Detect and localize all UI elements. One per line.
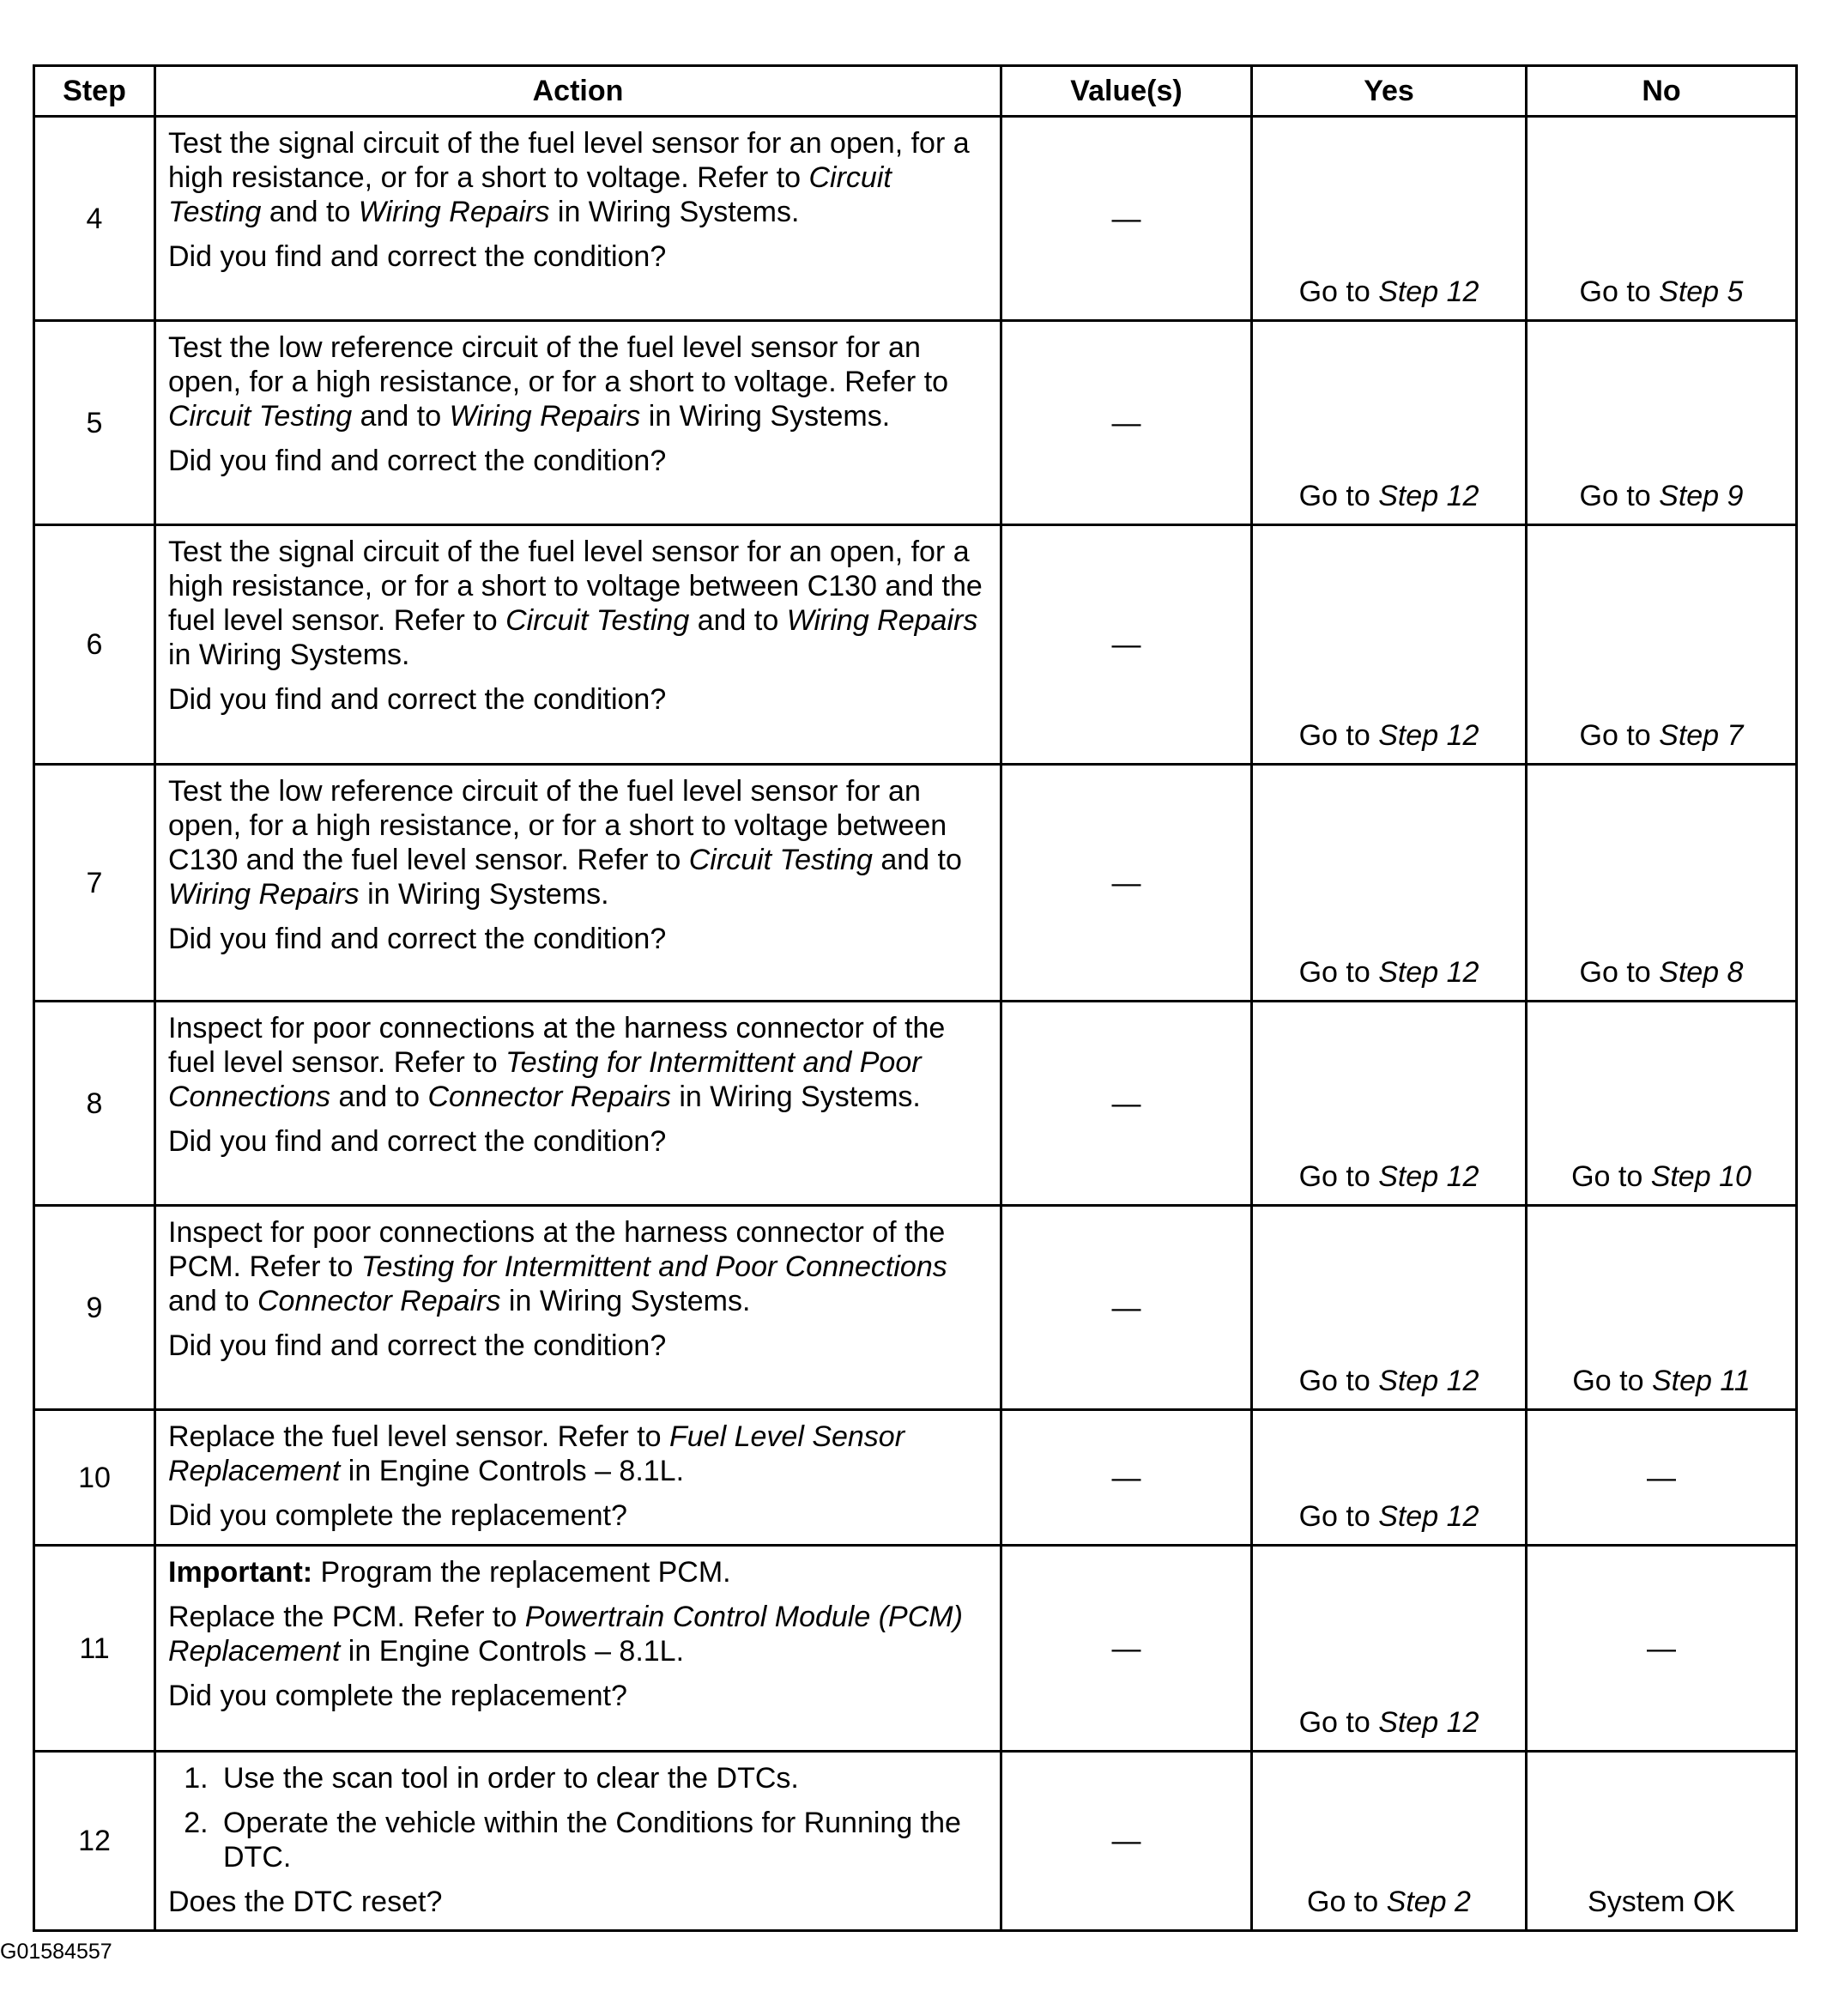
yes-cell: Go to Step 12 <box>1252 117 1527 321</box>
no-cell: — <box>1527 1546 1797 1752</box>
important-label: Important: <box>168 1556 313 1589</box>
reference-link: Fuel Level Sensor Replacement <box>168 1420 905 1487</box>
header-row <box>34 66 1797 117</box>
value-cell: — <box>1001 1206 1252 1410</box>
table-row <box>34 1410 1797 1546</box>
reference-link: Wiring Repairs <box>168 878 360 911</box>
step-reference: Step 12 <box>1378 480 1479 512</box>
yes-cell: Go to Step 12 <box>1252 1410 1527 1546</box>
action-question: Did you find and correct the condition? <box>168 240 667 273</box>
action-text: Replace the PCM. Refer to Powertrain Control Module (PCM) Replacement in Engine Controls – 8.1L. <box>168 1601 963 1668</box>
no-cell: Go to Step 9 <box>1527 321 1797 525</box>
action-text: Test the low reference circuit of the fuel level sensor for an open, for a high resistance, or for a short to voltage. Refer to Circuit Testing and to Wiring Repairs in Wiring Systems. <box>168 331 949 433</box>
step-reference: Step 10 <box>1650 1160 1751 1193</box>
step-number: 10 <box>34 1410 155 1546</box>
reference-link: Connector Repairs <box>257 1285 501 1317</box>
action-cell <box>155 1002 1001 1206</box>
table-row <box>34 321 1797 525</box>
step-number: 4 <box>34 117 155 321</box>
no-cell: System OK <box>1527 1752 1797 1931</box>
action-cell <box>155 1206 1001 1410</box>
yes-cell: Go to Step 12 <box>1252 321 1527 525</box>
action-cell <box>155 1752 1001 1931</box>
step-reference: Step 12 <box>1378 1706 1479 1739</box>
action-text: Replace the fuel level sensor. Refer to Fuel Level Sensor Replacement in Engine Controls – 8.1L. <box>168 1420 905 1487</box>
table-row <box>34 1546 1797 1752</box>
step-reference: Step 5 <box>1659 275 1744 308</box>
list-item: 2. Operate the vehicle within the Conditions for Running the DTC. <box>216 1806 988 1874</box>
important-note: Important: Program the replacement PCM. <box>168 1556 731 1589</box>
header-action: Action <box>155 66 1001 117</box>
value-cell: — <box>1001 1002 1252 1206</box>
yes-cell: Go to Step 12 <box>1252 1002 1527 1206</box>
reference-link: Wiring Repairs <box>449 400 641 433</box>
action-question: Did you complete the replacement? <box>168 1680 627 1712</box>
step-reference: Step 12 <box>1378 1500 1479 1533</box>
action-question: Did you find and correct the condition? <box>168 1329 667 1362</box>
reference-link: Circuit Testing <box>168 400 353 433</box>
table-row <box>34 1752 1797 1931</box>
no-cell: Go to Step 8 <box>1527 765 1797 1002</box>
table-row <box>34 1206 1797 1410</box>
step-reference: Step 12 <box>1378 1365 1479 1397</box>
reference-link: Testing for Intermittent and Poor Connections <box>360 1250 947 1283</box>
action-question: Did you complete the replacement? <box>168 1499 627 1532</box>
value-cell: — <box>1001 1752 1252 1931</box>
yes-cell: Go to Step 12 <box>1252 765 1527 1002</box>
reference-link: Powertrain Control Module (PCM) Replacement <box>168 1601 963 1668</box>
action-text: Test the signal circuit of the fuel level sensor for an open, for a high resistance, or for a short to voltage. Refer to Circuit Testing and to Wiring Repairs in Wiring Systems. <box>168 127 970 228</box>
step-number: 11 <box>34 1546 155 1752</box>
yes-cell: Go to Step 2 <box>1252 1752 1527 1931</box>
step-number: 9 <box>34 1206 155 1410</box>
no-cell: Go to Step 5 <box>1527 117 1797 321</box>
step-reference: Step 8 <box>1659 956 1744 989</box>
value-cell: — <box>1001 117 1252 321</box>
action-text: Test the signal circuit of the fuel level sensor for an open, for a high resistance, or for a short to voltage between C130 and the fuel level sensor. Refer to Circuit Testing and to Wiring Repairs in Wiring Systems. <box>168 536 983 671</box>
yes-cell: Go to Step 12 <box>1252 1546 1527 1752</box>
value-cell: — <box>1001 321 1252 525</box>
action-question: Did you find and correct the condition? <box>168 445 667 477</box>
action-question: Did you find and correct the condition? <box>168 683 667 716</box>
table-row <box>34 765 1797 1002</box>
yes-cell: Go to Step 12 <box>1252 525 1527 765</box>
step-number: 12 <box>34 1752 155 1931</box>
action-question: Does the DTC reset? <box>168 1886 443 1918</box>
no-cell: — <box>1527 1410 1797 1546</box>
action-cell <box>155 321 1001 525</box>
step-number: 7 <box>34 765 155 1002</box>
action-cell <box>155 765 1001 1002</box>
list-item: 1. Use the scan tool in order to clear the DTCs. <box>216 1761 988 1795</box>
value-cell: — <box>1001 1546 1252 1752</box>
procedure-list <box>168 1761 988 1874</box>
reference-link: Wiring Repairs <box>786 604 978 637</box>
value-cell: — <box>1001 1410 1252 1546</box>
header-yes: Yes <box>1252 66 1527 117</box>
no-cell: Go to Step 7 <box>1527 525 1797 765</box>
action-question: Did you find and correct the condition? <box>168 923 667 955</box>
reference-link: Circuit Testing <box>168 161 892 228</box>
step-reference: Step 2 <box>1386 1886 1471 1918</box>
table-row <box>34 117 1797 321</box>
step-reference: Step 9 <box>1659 480 1744 512</box>
action-text: Inspect for poor connections at the harness connector of the PCM. Refer to Testing for Intermittent and Poor Connections and to Connector Repairs in Wiring Systems. <box>168 1216 947 1317</box>
action-text: Inspect for poor connections at the harness connector of the fuel level sensor. Refer to Testing for Intermittent and Poor Connections and to Connector Repairs in Wiring Systems. <box>168 1012 946 1113</box>
reference-link: Testing for Intermittent and Poor Connections <box>168 1046 922 1113</box>
step-reference: Step 11 <box>1651 1365 1751 1397</box>
action-cell <box>155 1546 1001 1752</box>
step-reference: Step 12 <box>1378 719 1479 752</box>
table-row <box>34 1002 1797 1206</box>
header-values: Value(s) <box>1001 66 1252 117</box>
action-cell <box>155 117 1001 321</box>
reference-link: Circuit Testing <box>505 604 690 637</box>
value-cell: — <box>1001 765 1252 1002</box>
no-cell: Go to Step 11 <box>1527 1206 1797 1410</box>
action-question: Did you find and correct the condition? <box>168 1125 667 1158</box>
no-cell: Go to Step 10 <box>1527 1002 1797 1206</box>
reference-link: Circuit Testing <box>688 844 873 876</box>
step-number: 5 <box>34 321 155 525</box>
reference-link: Wiring Repairs <box>358 196 550 228</box>
step-reference: Step 7 <box>1659 719 1744 752</box>
action-cell <box>155 1410 1001 1546</box>
yes-cell: Go to Step 12 <box>1252 1206 1527 1410</box>
action-cell <box>155 525 1001 765</box>
step-number: 8 <box>34 1002 155 1206</box>
table-row <box>34 525 1797 765</box>
header-step: Step <box>34 66 155 117</box>
value-cell: — <box>1001 525 1252 765</box>
step-reference: Step 12 <box>1378 1160 1479 1193</box>
step-number: 6 <box>34 525 155 765</box>
diagnostic-table <box>33 64 1798 1932</box>
action-text: Test the low reference circuit of the fuel level sensor for an open, for a high resistance, or for a short to voltage between C130 and the fuel level sensor. Refer to Circuit Testing and to Wiring Repairs in Wiring Systems. <box>168 775 962 911</box>
figure-id: G01584557 <box>0 1940 112 1964</box>
header-no: No <box>1527 66 1797 117</box>
step-reference: Step 12 <box>1378 275 1479 308</box>
reference-link: Connector Repairs <box>427 1081 671 1113</box>
step-reference: Step 12 <box>1378 956 1479 989</box>
